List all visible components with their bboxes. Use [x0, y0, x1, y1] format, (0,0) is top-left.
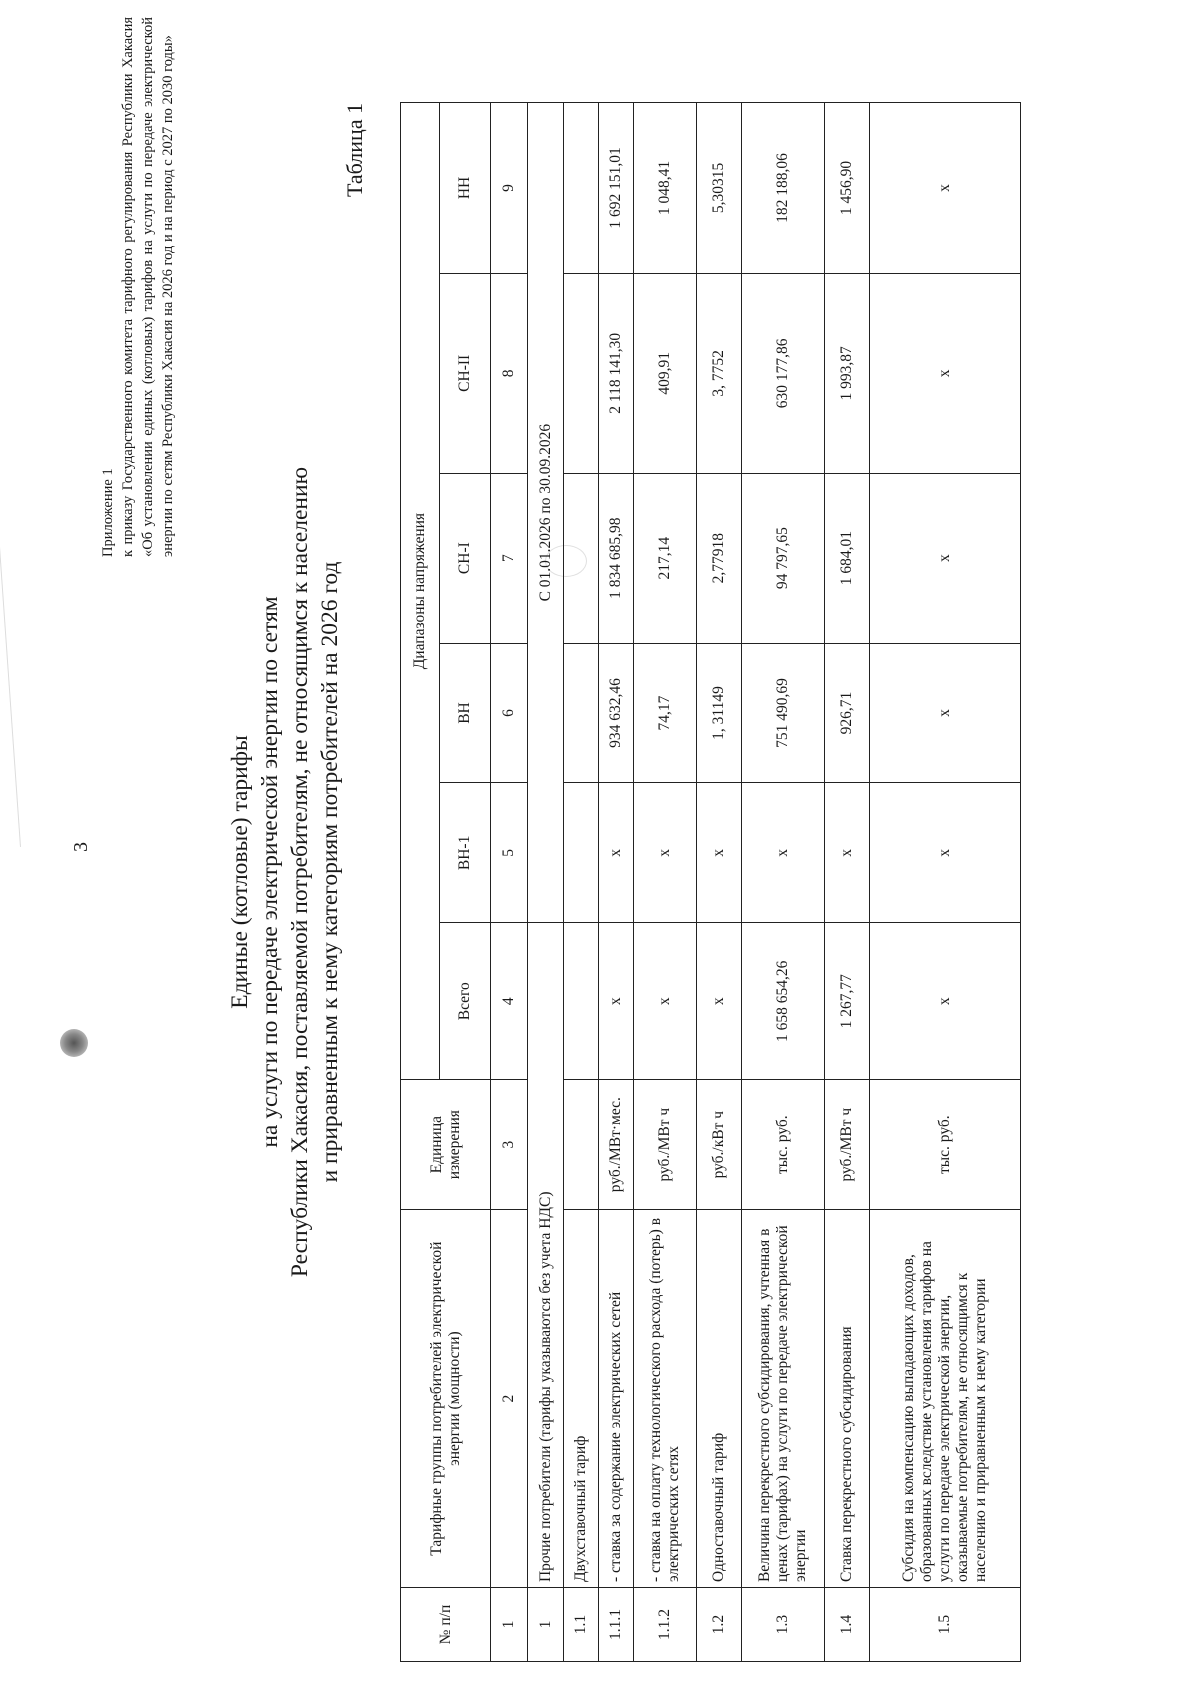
cell-vn: x: [870, 643, 1021, 783]
row-unit: тыс. руб.: [742, 1080, 825, 1210]
row-name: Величина перекрестного субсидирования, учтенная в ценах (тарифах) на услуги по передаче электрической энергии: [742, 1210, 825, 1588]
header-vn1: ВН-1: [440, 783, 491, 923]
cell-vn1: x: [742, 783, 825, 923]
empty-cell: [564, 103, 599, 274]
col-number: 4: [491, 923, 528, 1080]
title-line: и приравненным к нему категориям потребителей на 2026 год: [317, 561, 343, 1183]
tariff-table: [400, 102, 1021, 1662]
row-name: Одноставочный тариф: [697, 1210, 742, 1588]
cell-sn2: 1 993,87: [825, 273, 870, 473]
document-title: [225, 272, 345, 1472]
row-unit: руб./МВт ч: [634, 1080, 697, 1210]
table-row: [870, 103, 1021, 1662]
empty-cell: [564, 783, 599, 923]
page-number: 3: [70, 842, 92, 852]
header-vn: ВН: [440, 643, 491, 783]
cell-sn1: x: [870, 473, 1021, 643]
row-unit: руб./МВт ч: [825, 1080, 870, 1210]
header-group: Тарифные группы потребителей электрической энергии (мощности): [401, 1210, 491, 1588]
cell-vn1: x: [825, 783, 870, 923]
table-row: [825, 103, 870, 1662]
cell-nn: 1 048,41: [634, 103, 697, 274]
section-period: С 01.01.2026 по 30.09.2026: [528, 103, 564, 923]
title-line: Единые (котловые) тарифы: [227, 735, 253, 1009]
section-num: 1: [528, 1588, 564, 1662]
stamp-mark: [60, 1029, 88, 1057]
row-num: 1.1.1: [599, 1588, 634, 1662]
title-line: на услуги по передаче электрической энергии по сетям: [257, 596, 283, 1148]
row-num: 1.1: [564, 1588, 599, 1662]
empty-cell: [564, 643, 599, 783]
row-unit: руб./МВт·мес.: [599, 1080, 634, 1210]
title-line: Республики Хакасия, поставляемой потребителям, не относящимся к населению: [287, 466, 313, 1278]
cell-total: 1 658 654,26: [742, 923, 825, 1080]
row-num: 1.4: [825, 1588, 870, 1662]
cell-vn1: x: [634, 783, 697, 923]
cell-total: x: [599, 923, 634, 1080]
empty-cell: [564, 1080, 599, 1210]
cell-sn1: 1 834 685,98: [599, 473, 634, 643]
cell-sn1: 94 797,65: [742, 473, 825, 643]
col-number: 9: [491, 103, 528, 274]
cell-vn1: x: [870, 783, 1021, 923]
table-row: [697, 103, 742, 1662]
header-total: Всего: [440, 923, 491, 1080]
cell-total: x: [634, 923, 697, 1080]
col-number: 8: [491, 273, 528, 473]
cell-sn1: 2,77918: [697, 473, 742, 643]
cell-sn2: 409,91: [634, 273, 697, 473]
cell-vn1: x: [697, 783, 742, 923]
cell-sn2: 2 118 141,30: [599, 273, 634, 473]
cell-vn: 74,17: [634, 643, 697, 783]
row-num: 1.5: [870, 1588, 1021, 1662]
annex-block: [98, 17, 178, 557]
header-ranges: Диапазоны напряжения: [401, 103, 440, 1080]
cell-nn: 1 456,90: [825, 103, 870, 274]
header-sn2: СН-II: [440, 273, 491, 473]
cell-total: x: [697, 923, 742, 1080]
cell-sn1: 1 684,01: [825, 473, 870, 643]
row-unit: тыс. руб.: [870, 1080, 1021, 1210]
table-row: [564, 103, 599, 1662]
header-nn: НН: [440, 103, 491, 274]
scan-artifact: [0, 149, 21, 847]
table-row: [742, 103, 825, 1662]
section-label: Прочие потребители (тарифы указываются без учета НДС): [528, 923, 564, 1588]
row-name: Двухставочный тариф: [564, 1210, 599, 1588]
empty-cell: [564, 473, 599, 643]
cell-sn2: x: [870, 273, 1021, 473]
cell-sn2: 3, 7752: [697, 273, 742, 473]
cell-nn: x: [870, 103, 1021, 274]
empty-cell: [564, 273, 599, 473]
header-unit: Единица измерения: [401, 1080, 491, 1210]
header-num: № п/п: [401, 1588, 491, 1662]
cell-total: 1 267,77: [825, 923, 870, 1080]
section-row: [528, 103, 564, 1662]
row-num: 1.3: [742, 1588, 825, 1662]
row-num: 1.2: [697, 1588, 742, 1662]
col-number: 2: [491, 1210, 528, 1588]
row-name: Ставка перекрестного субсидирования: [825, 1210, 870, 1588]
table-row: [634, 103, 697, 1662]
cell-sn2: 630 177,86: [742, 273, 825, 473]
col-number: 5: [491, 783, 528, 923]
cell-nn: 1 692 151,01: [599, 103, 634, 274]
header-sn1: СН-I: [440, 473, 491, 643]
cell-total: x: [870, 923, 1021, 1080]
row-unit: руб./кВт ч: [697, 1080, 742, 1210]
row-num: 1.1.2: [634, 1588, 697, 1662]
empty-cell: [564, 923, 599, 1080]
row-name: - ставка на оплату технологического расхода (потерь) в электрических сетях: [634, 1210, 697, 1588]
cell-nn: 5,30315: [697, 103, 742, 274]
cell-vn: 751 490,69: [742, 643, 825, 783]
column-number-row: [491, 103, 528, 1662]
col-number: 3: [491, 1080, 528, 1210]
cell-nn: 182 188,06: [742, 103, 825, 274]
col-number: 7: [491, 473, 528, 643]
row-name: Субсидия на компенсацию выпадающих доходов, образованных вследствие установления тарифов на услуги по передаче электрической энергии, оказываемые потребителям, не относящимся к населению и приравненным к нему категории: [870, 1210, 1021, 1588]
cell-vn: 926,71: [825, 643, 870, 783]
cell-sn1: 217,14: [634, 473, 697, 643]
col-number: 6: [491, 643, 528, 783]
annex-title: Приложение 1: [100, 468, 116, 557]
row-name: - ставка за содержание электрических сетей: [599, 1210, 634, 1588]
table-row: [599, 103, 634, 1662]
cell-vn: 934 632,46: [599, 643, 634, 783]
cell-vn: 1, 31149: [697, 643, 742, 783]
cell-vn1: x: [599, 783, 634, 923]
col-number: 1: [491, 1588, 528, 1662]
table-caption: Таблица 1: [342, 102, 367, 197]
annex-text: к приказу Государственного комитета тарифного регулирования Республики Хакасия «Об установлении единых (котловых) тарифов на услуги по передаче электрической энергии по сетям Республики Хакасия на 2026 год и на период с 2027 по 2030 годы»: [120, 17, 176, 557]
header-row: [401, 103, 440, 1662]
